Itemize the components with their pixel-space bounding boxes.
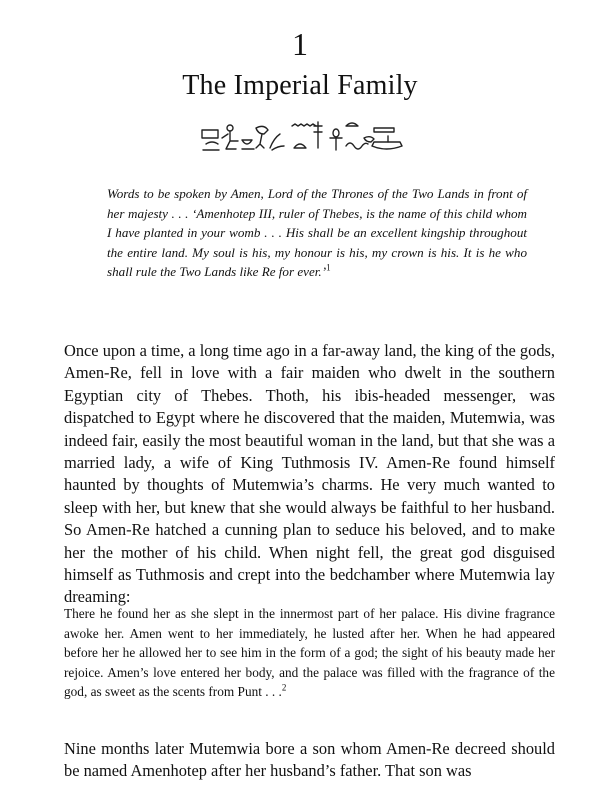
chapter-title: The Imperial Family (182, 70, 418, 101)
quote-footnote-marker: 2 (281, 682, 287, 693)
block-quote (64, 604, 555, 702)
epigraph-text: Words to be spoken by Amen, Lord of the Thrones of the Two Lands in front of her majesty . . . ‘Amenhotep III, ruler of Thebes, is the name of this child whom I have planted in your womb . . . His shall be an excellent kingship throughout the entire land. My soul is his, my honour is his, my crown is his. It is he who shall rule the Two Lands like Re for ever.’ (107, 186, 527, 280)
block-quote-text: There he found her as she slept in the innermost part of her palace. His divine fragrance awoke her. Amen went to her immediately, he lusted after her. When he had appeared before her he allowed her to see him in the form of a god; the sight of his beauty made her rejoice. Amen’s love entered her body, and the palace was filled with the fragrance of the god, as sweet as the scents from Punt . . . (64, 606, 555, 700)
hieroglyph-inscription-icon (198, 118, 408, 158)
chapter-number: 1 (292, 26, 308, 62)
epigraph (107, 184, 527, 282)
body-paragraph-1: Once upon a time, a long time ago in a far-away land, the king of the gods, Amen-Re, fell in love with a fair maiden who dwelt in the southern Egyptian city of Thebes. Thoth, his ibis-headed messenger, was dispatched to Egypt where he discovered that the maiden, Mutemwia, was indeed fair, easily the most beautiful woman in the land, but that she was a married lady, a wife of King Tuthmosis IV. Amen-Re found himself haunted by thoughts of Mutemwia’s charms. He very much wanted to sleep with her, but knew that she would always be faithful to her husband. So Amen-Re hatched a cunning plan to seduce his beloved, and to make her the mother of his child. When night fell, the great god disguised himself as Tuthmosis and crept into the bedchamber where Mutemwia lay dreaming: (64, 341, 555, 607)
epigraph-footnote-marker: 1 (326, 263, 331, 274)
body-paragraph-2: Nine months later Mutemwia bore a son whom Amen-Re decreed should be named Amenhotep after her husband’s father. That son was (64, 739, 555, 781)
